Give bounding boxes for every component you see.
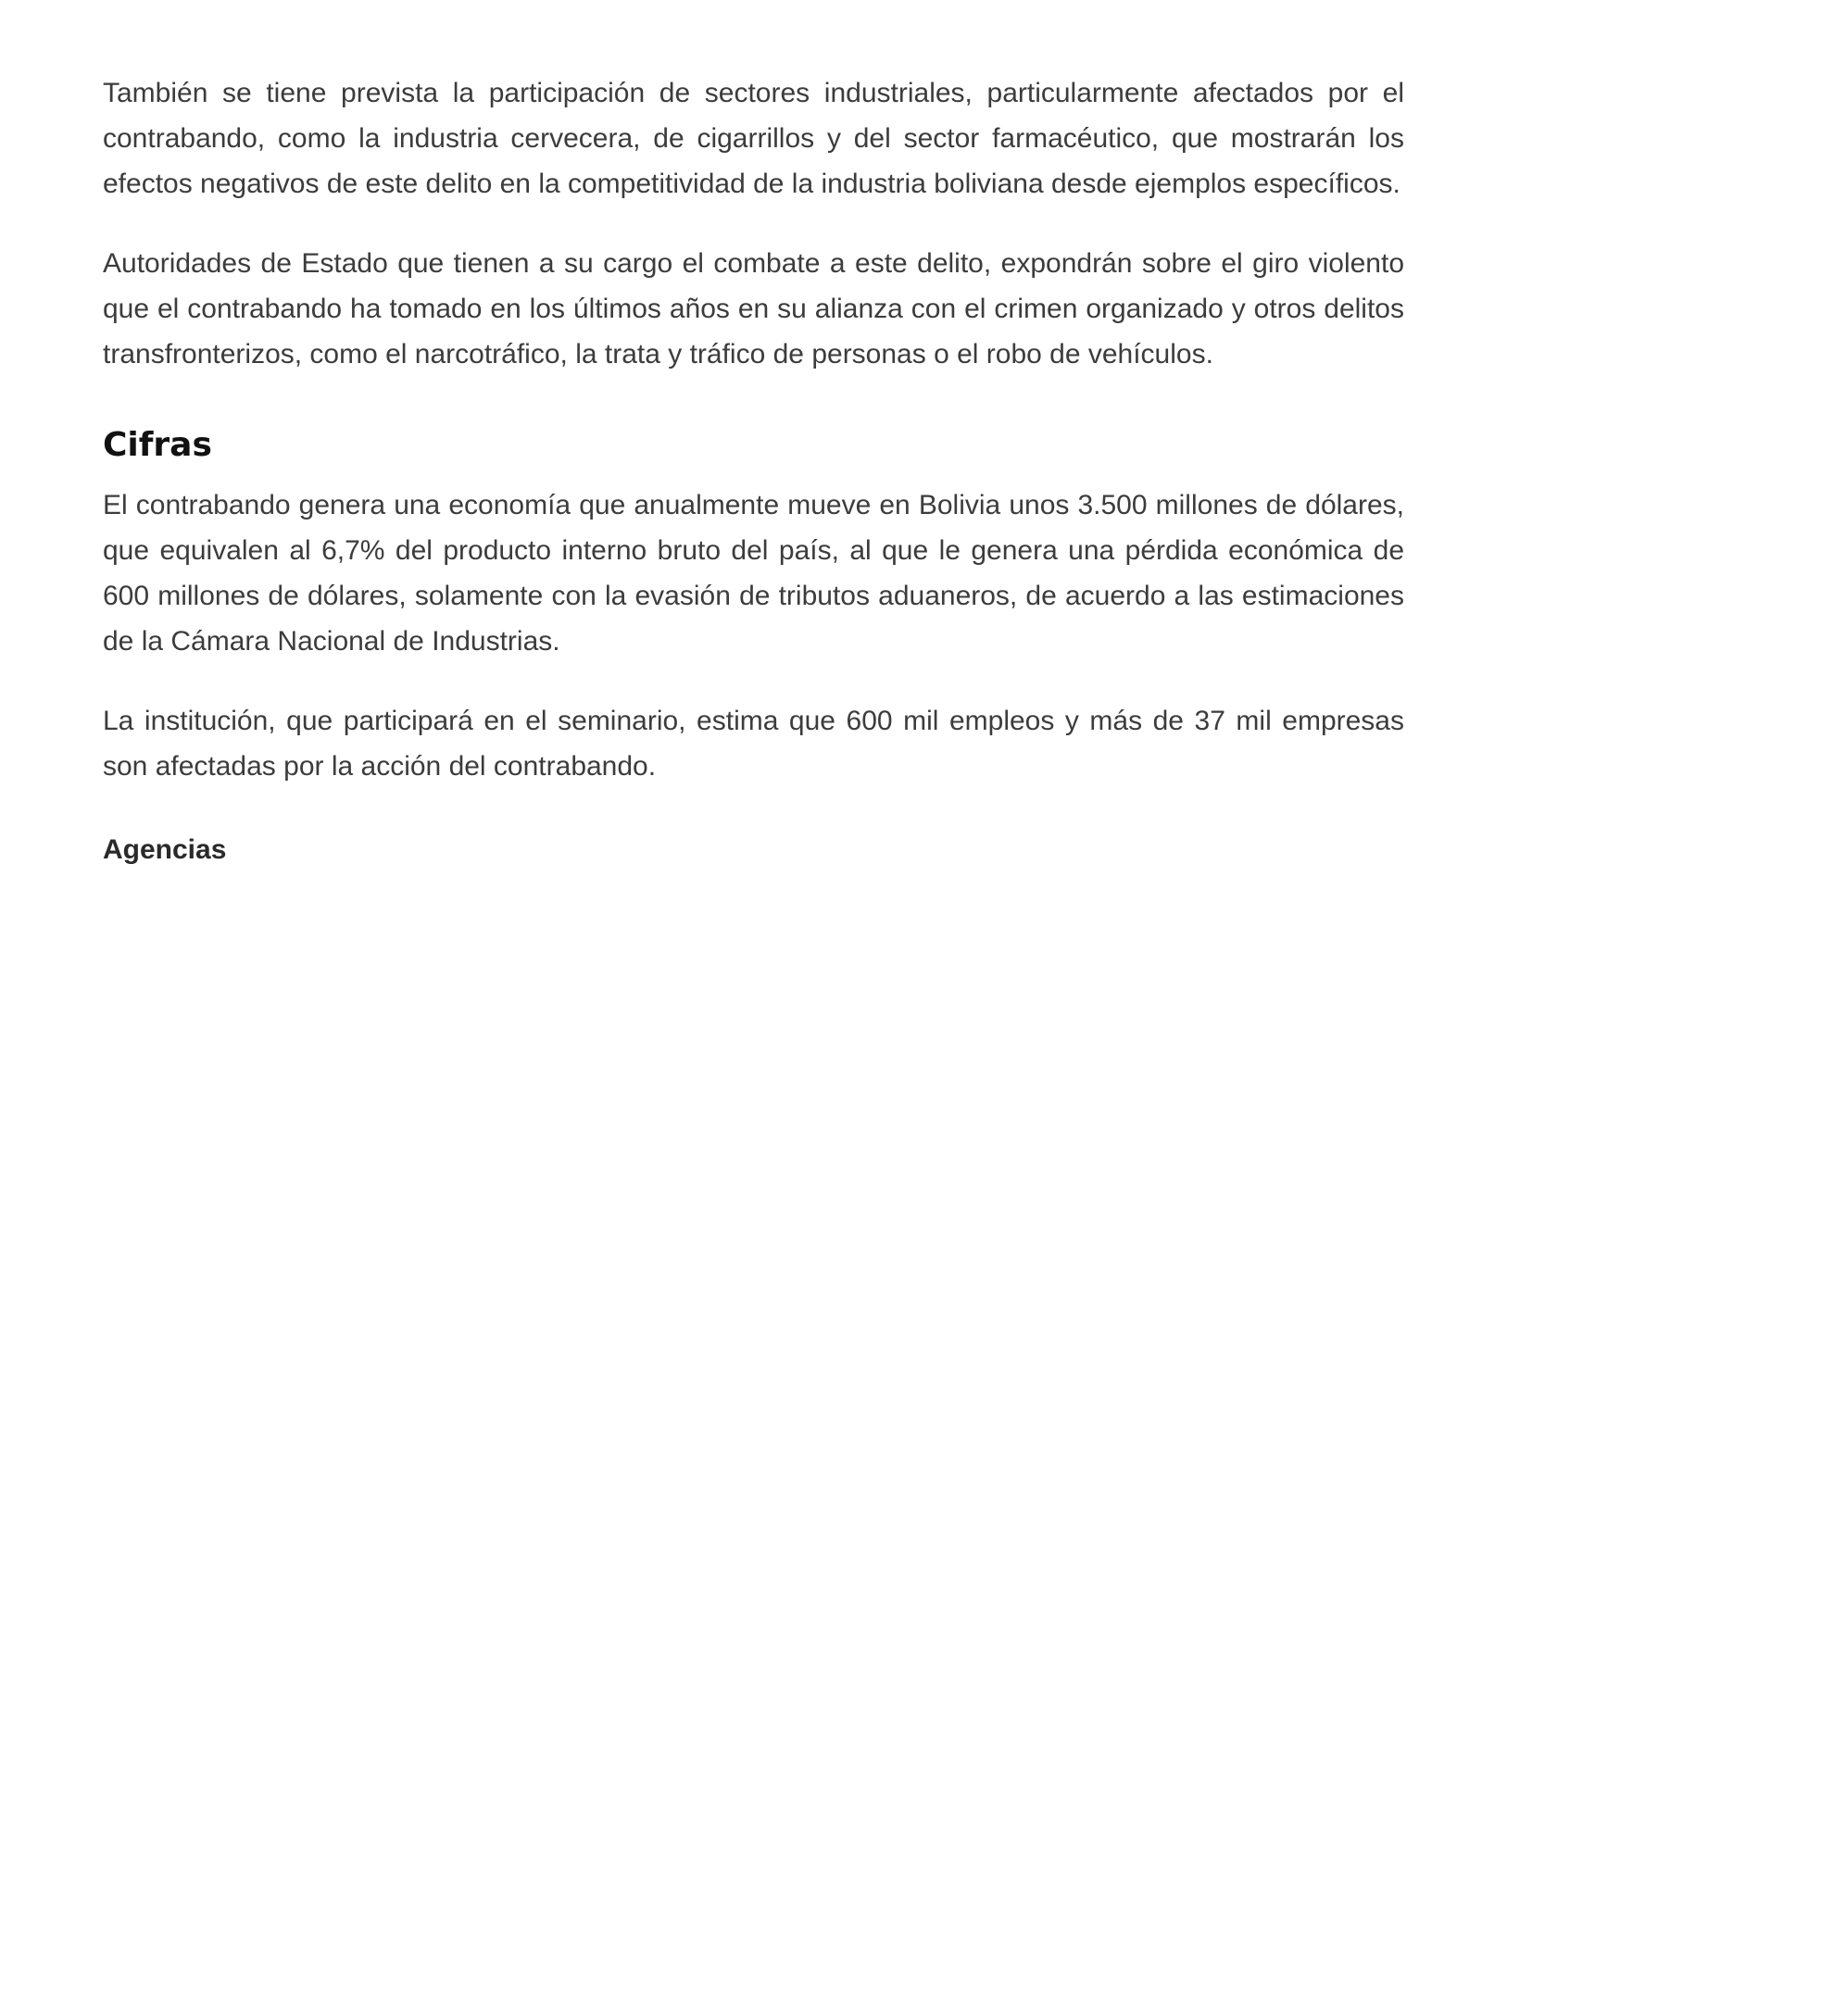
paragraph-employment-impact: La institución, que participará en el seminario, estima que 600 mil empleos y más de 37 mil empresas son afectadas por la acción del contrabando. (103, 706, 1404, 782)
section-heading-cifras: Cifras (103, 426, 212, 464)
paragraph-contraband-economy: El contrabando genera una economía que anualmente mueve en Bolivia unos 3.500 millones de dólares, que equivalen al 6,7% del producto interno bruto del país, al que le genera una pérdida económica de 600 millones de dólares, solamente con la evasión de tributos aduaneros, de acuerdo a las estimaciones de la Cámara Nacional de Industrias. (103, 490, 1404, 657)
paragraph-state-authorities: Autoridades de Estado que tienen a su cargo el combate a este delito, expondrán sobre el giro violento que el contrabando ha tomado en los últimos años en su alianza con el crimen organizado y otros delitos transfronterizos, como el narcotráfico, la trata y tráfico de personas o el robo de vehículos. (103, 248, 1404, 369)
article-source: Agencias (103, 834, 227, 865)
paragraph-industrial-sectors: También se tiene prevista la participación de sectores industriales, particularmente afectados por el contrabando, como la industria cervecera, de cigarrillos y del sector farmacéutico, que mostrarán los efectos negativos de este delito en la competitividad de la industria boliviana desde ejemplos específicos. (103, 78, 1404, 199)
article-body (103, 70, 1404, 869)
